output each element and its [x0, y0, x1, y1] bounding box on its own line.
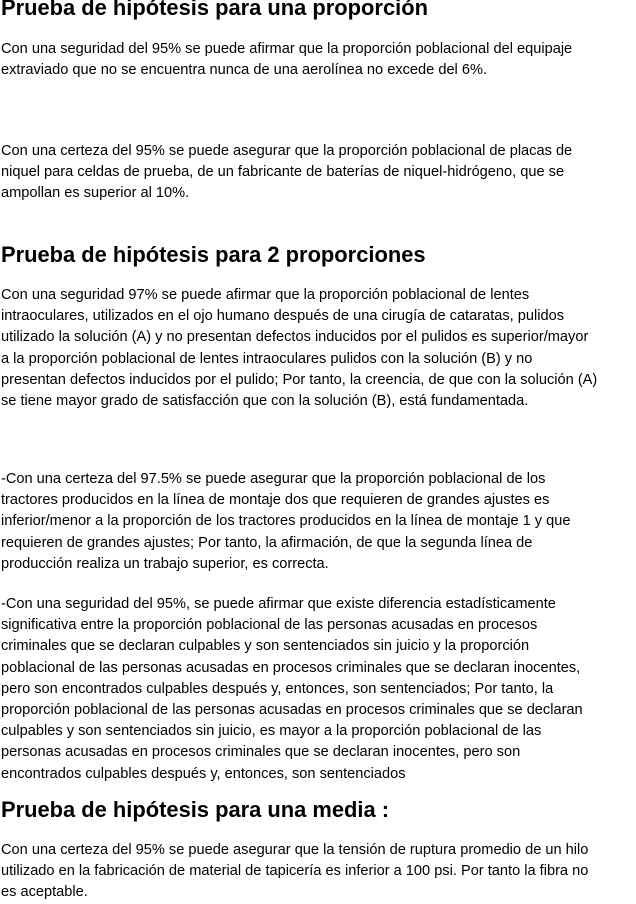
text-line: ampollan es superior al 10%. — [1, 185, 190, 202]
text-line: utilizado en la fabricación de material de tapicería es inferior a 100 psi. Por tanto la fibra no — [1, 863, 589, 880]
text-line: inferior/menor a la proporción de los tractores producidos en la línea de montaje 1 y que — [1, 513, 571, 530]
paragraph-criminal-cases — [1, 594, 635, 785]
text-line: culpables y son sentenciados sin juicio, es mayor a la proporción poblacional de las — [1, 723, 542, 740]
paragraph-intraocular-lenses — [1, 285, 635, 412]
text-line: extraviado que no se encuentra nunca de una aerolínea no excede del 6%. — [1, 62, 488, 79]
text-line: significativa entre la proporción poblacional de las personas acusadas en procesos — [1, 617, 538, 634]
text-line: encontrados culpables después y, entonces, son sentenciados — [1, 765, 406, 782]
text-line: proporción poblacional de las personas acusadas en procesos criminales que se declaran — [1, 702, 583, 719]
text-line: a la proporción poblacional de lentes intraoculares pulidos con la solución (B) y no — [1, 350, 533, 367]
text-line: Con una certeza del 95% se puede asegurar que la proporción poblacional de placas de — [1, 143, 573, 159]
text-line: Con una certeza del 95% se puede asegurar que la tensión de ruptura promedio de un hilo — [1, 842, 589, 858]
text-line: presentan defectos inducidos por el pulido; Por tanto, la creencia, de que con la solución (A) — [1, 371, 598, 388]
text-line: utilizado la solución (A) y no presentan defectos inducidos por el pulidos es superior/mayor — [1, 329, 589, 346]
text-line: tractores producidos en la línea de montaje dos que requieren de grandes ajustes es — [1, 492, 550, 509]
text-line: -Con una certeza del 97.5% se puede asegurar que la proporción poblacional de los — [1, 471, 546, 487]
text-line: Con una seguridad del 95% se puede afirmar que la proporción poblacional del equipaje — [1, 41, 573, 57]
section-heading-two-proportions: Prueba de hipótesis para 2 proporciones — [1, 242, 426, 267]
text-line: intraoculares, utilizados en el ojo humano después de una cirugía de cataratas, pulidos — [1, 308, 565, 325]
text-line: poblacional de las personas acusadas en procesos criminales que se declaran inocentes, — [1, 659, 581, 676]
text-line: requieren de grandes ajustes; Por tanto, la afirmación, de que la segunda línea de — [1, 534, 533, 551]
text-line: es aceptable. — [1, 884, 88, 901]
text-line: niquel para celdas de prueba, de un fabricante de baterías de niquel-hidrógeno, que se — [1, 164, 565, 181]
text-line: producción realiza un trabajo superior, es correcta. — [1, 555, 329, 572]
section-heading-mean: Prueba de hipótesis para una media : — [1, 797, 390, 822]
paragraph-tractors — [1, 469, 635, 575]
text-line: Con una seguridad 97% se puede afirmar que la proporción poblacional de lentes — [1, 287, 530, 303]
text-line: se tiene mayor grado de satisfacción que con la solución (B), está fundamentada. — [1, 393, 529, 410]
paragraph-nickel-plates — [1, 141, 635, 205]
section-heading-proportion: Prueba de hipótesis para una proporción — [1, 0, 428, 20]
paragraph-yarn-tension — [1, 840, 635, 904]
paragraph-luggage — [1, 39, 635, 81]
text-line: -Con una seguridad del 95%, se puede afirmar que existe diferencia estadísticamente — [1, 596, 556, 612]
text-line: personas acusadas en procesos criminales que se declaran inocentes, pero son — [1, 744, 521, 761]
text-line: pero son encontrados culpables después y, entonces, son sentenciados; Por tanto, la — [1, 680, 554, 697]
text-line: criminales que se declaran culpables y son sentenciados sin juicio y la proporción — [1, 638, 530, 655]
